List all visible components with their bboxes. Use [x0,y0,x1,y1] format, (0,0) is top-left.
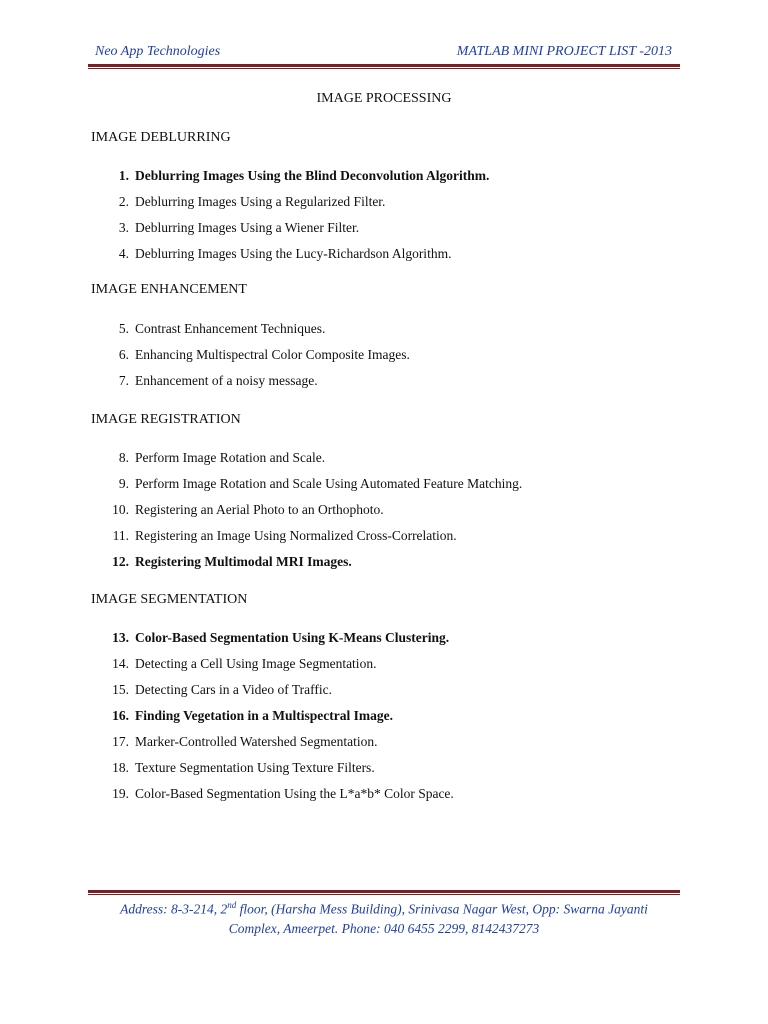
list-item [91,706,691,732]
footer-divider [88,890,680,895]
address-footer [96,896,672,938]
item-number: 19. [112,786,129,801]
list-item [91,166,691,192]
list-item [91,526,691,552]
section-heading: IMAGE SEGMENTATION [91,592,248,607]
item-number: 10. [112,502,129,517]
item-number: 4. [118,246,129,261]
item-number: 7. [118,373,129,388]
item-number: 2. [118,194,129,209]
item-text: Registering Multimodal MRI Images. [135,554,352,569]
list-item [91,218,691,244]
company-name: Neo App Technologies [95,44,221,59]
list-item [91,628,691,654]
item-number: 15. [112,682,129,697]
list-item [91,654,691,680]
list-item [91,244,691,270]
item-number: 1. [118,168,129,183]
item-number: 8. [118,450,129,465]
item-text: Deblurring Images Using the Blind Deconvolution Algorithm. [135,168,490,183]
item-text: Texture Segmentation Using Texture Filters. [135,760,375,775]
project-list [91,128,691,810]
item-text: Enhancement of a noisy message. [135,373,318,388]
item-text: Color-Based Segmentation Using the L*a*b* Color Space. [135,786,454,801]
item-number: 18. [112,760,129,775]
item-text: Marker-Controlled Watershed Segmentation. [135,734,378,749]
list-item [91,732,691,758]
list-item [91,448,691,474]
page-title: IMAGE PROCESSING [316,91,452,106]
item-number: 3. [118,220,129,235]
item-number: 5. [118,321,129,336]
list-item [91,474,691,500]
item-text: Registering an Image Using Normalized Cross-Correlation. [135,528,457,543]
item-text: Detecting Cars in a Video of Traffic. [135,682,333,697]
header-divider [88,64,680,69]
section-heading: IMAGE REGISTRATION [91,412,241,427]
item-text: Perform Image Rotation and Scale. [135,450,326,465]
section-items [91,319,691,397]
list-item [91,345,691,371]
list-item [91,784,691,810]
item-text: Enhancing Multispectral Color Composite Images. [135,347,410,362]
item-number: 16. [112,708,129,723]
item-text: Deblurring Images Using a Wiener Filter. [135,220,360,235]
item-text: Contrast Enhancement Techniques. [135,321,326,336]
section-items [91,448,691,578]
section-heading: IMAGE DEBLURRING [91,130,231,145]
document-title: MATLAB MINI PROJECT LIST -2013 [456,44,672,59]
section-items [91,166,691,270]
item-number: 11. [112,528,129,543]
address-suffix: floor, (Harsha Mess Building), Srinivasa Nagar West, Opp: Swarna Jayanti Complex, Ameerpet. Phone: 040 6455 2299, 8142437273 [228,901,648,936]
item-number: 9. [118,476,129,491]
page-header [95,44,672,64]
address-prefix: Address: 8-3-214, 2 [120,901,228,917]
item-number: 13. [112,630,129,645]
item-number: 17. [112,734,129,749]
address-superscript: nd [227,900,237,910]
section-heading: IMAGE ENHANCEMENT [91,282,247,297]
item-text: Detecting a Cell Using Image Segmentation. [135,656,377,671]
item-text: Perform Image Rotation and Scale Using Automated Feature Matching. [135,476,523,491]
list-item [91,192,691,218]
item-text: Finding Vegetation in a Multispectral Image. [135,708,394,723]
item-number: 12. [112,554,129,569]
item-text: Registering an Aerial Photo to an Orthophoto. [135,502,384,517]
list-item [91,371,691,397]
item-number: 6. [118,347,129,362]
item-number: 14. [112,656,129,671]
list-item [91,319,691,345]
item-text: Color-Based Segmentation Using K-Means Clustering. [135,630,450,645]
item-text: Deblurring Images Using the Lucy-Richardson Algorithm. [135,246,452,261]
list-item [91,552,691,578]
list-item [91,500,691,526]
list-item [91,680,691,706]
item-text: Deblurring Images Using a Regularized Filter. [135,194,386,209]
list-item [91,758,691,784]
section-items [91,628,691,810]
